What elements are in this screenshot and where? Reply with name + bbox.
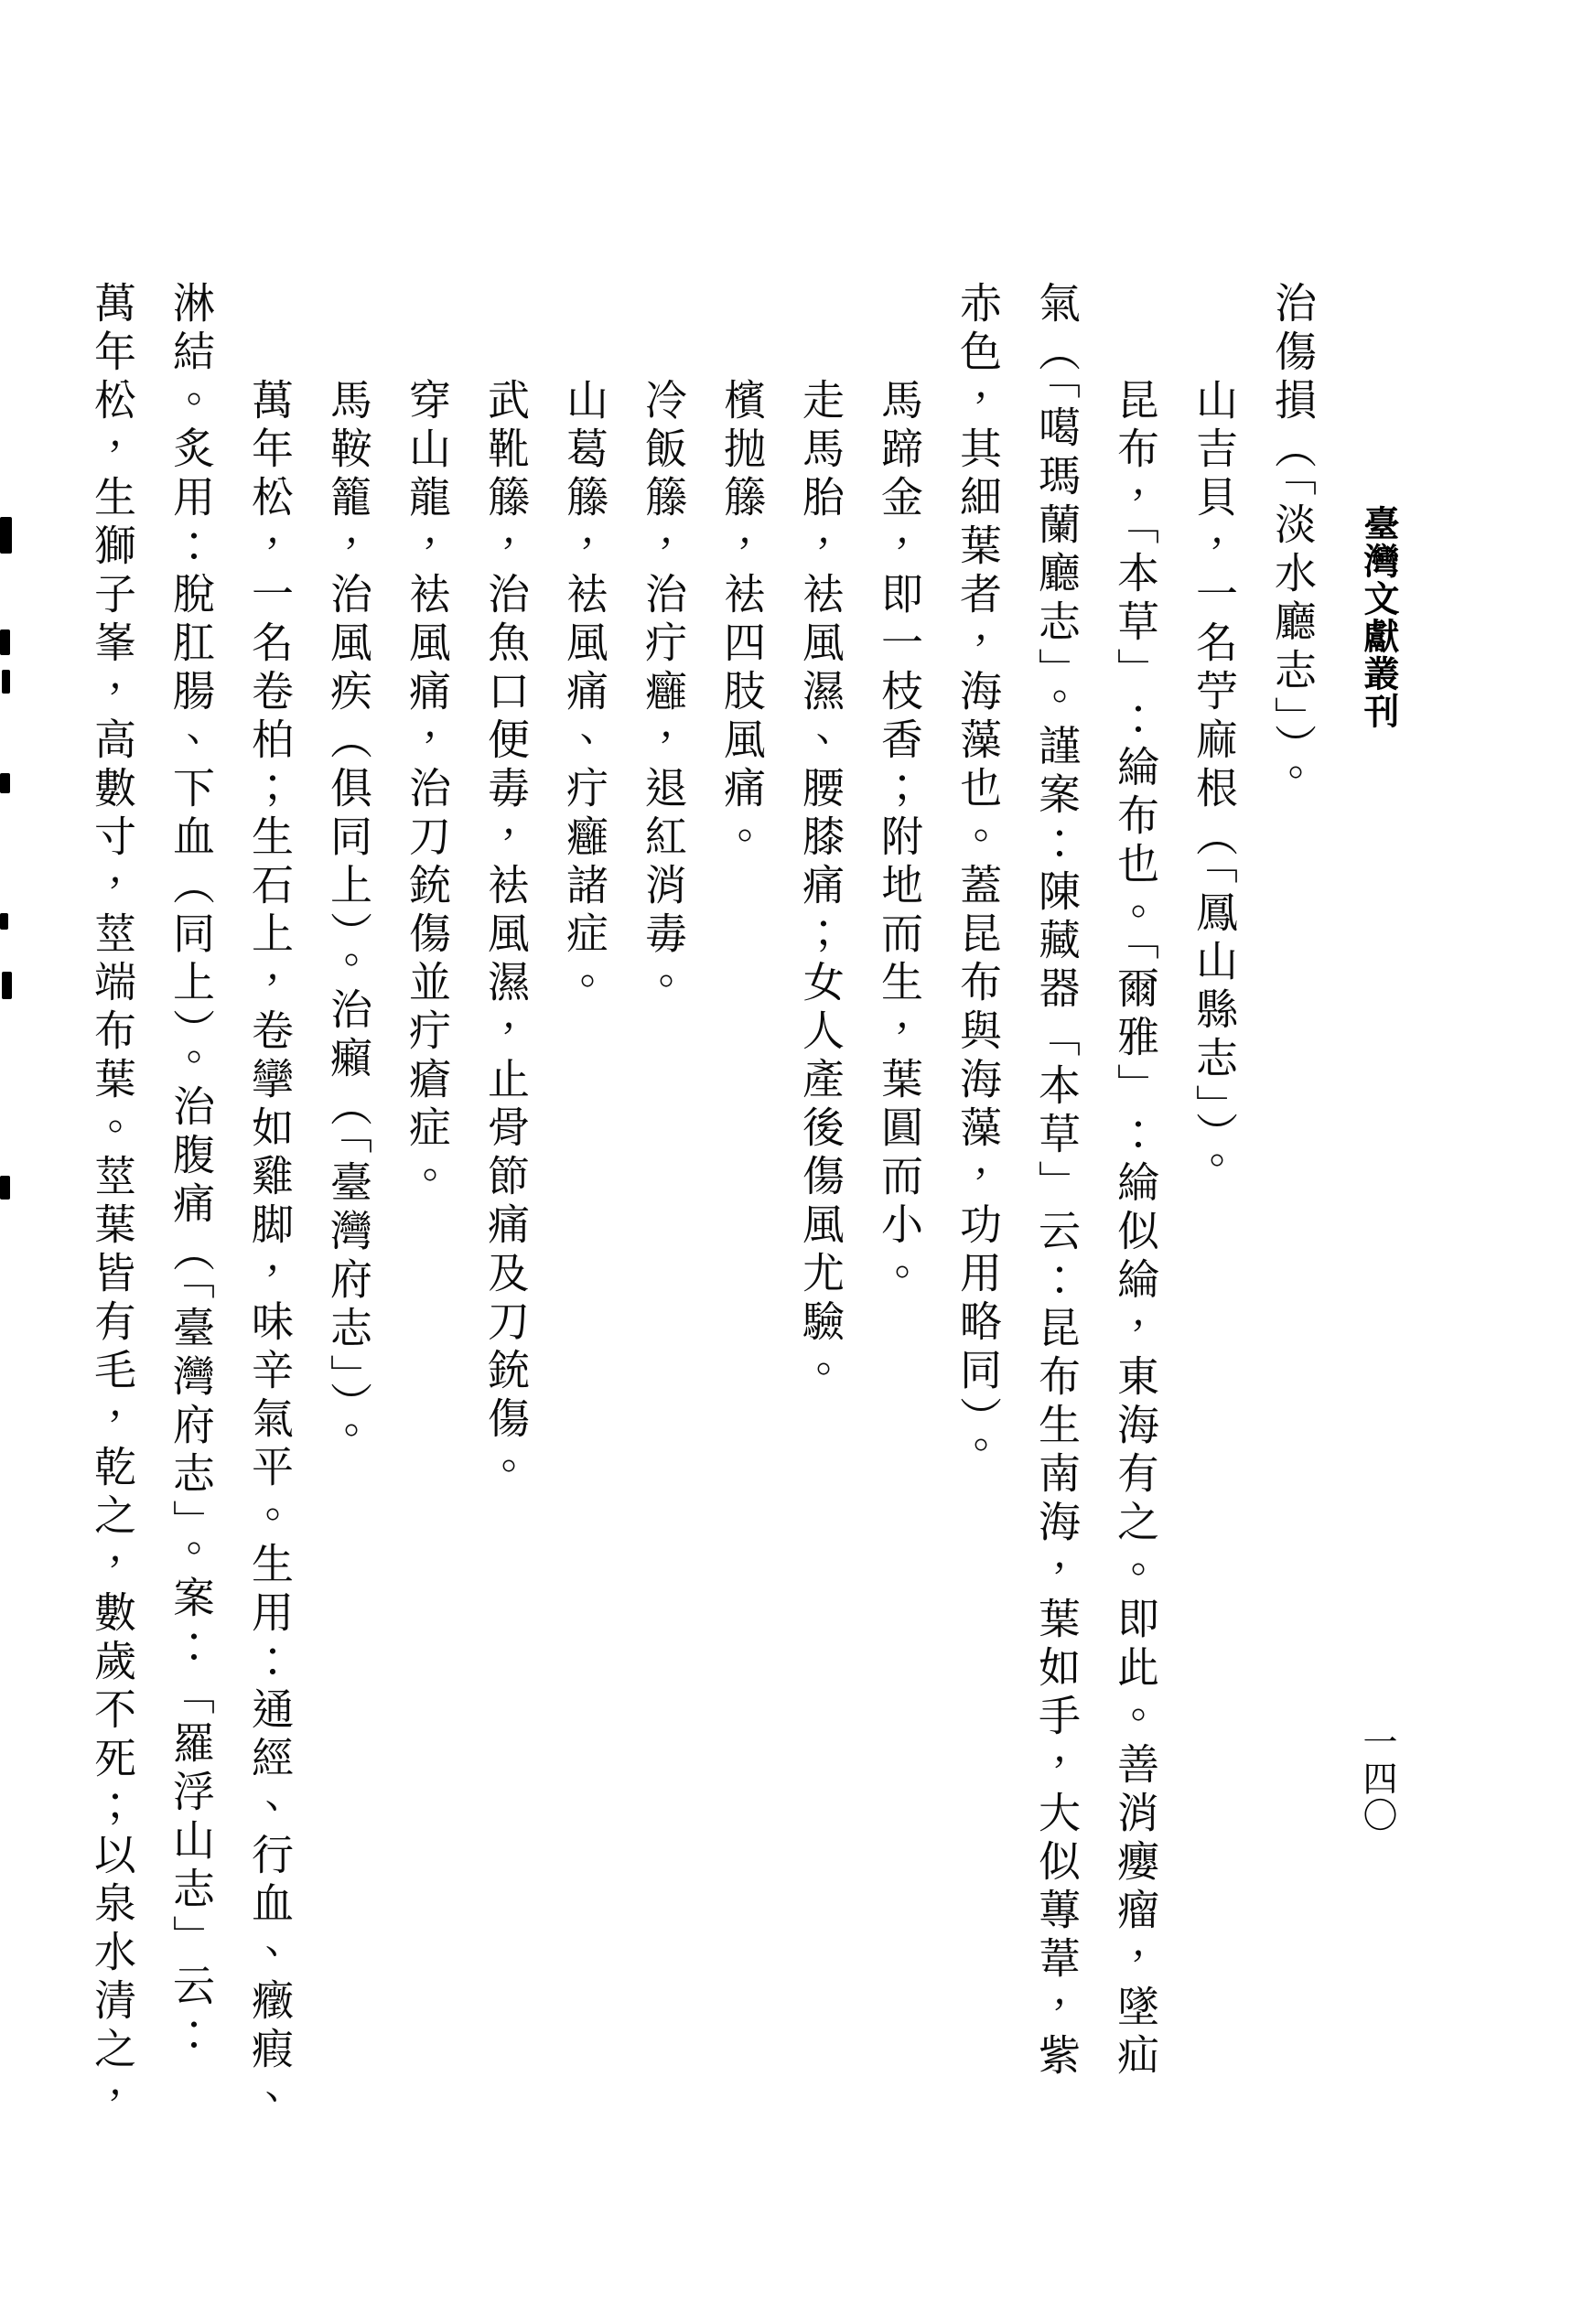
scan-artifact xyxy=(0,517,12,554)
text-column: 冷飯籐，治疔癰，退紅消毒。 xyxy=(640,378,686,1008)
scan-artifact xyxy=(0,913,8,930)
text-column: 走馬胎，袪風濕、腰膝痛；女人產後傷風尤驗。 xyxy=(797,378,844,1396)
text-column: 萬年松，一名卷柏；生石上，卷攣如雞脚，味辛氣平。生用：通經、行血、癥瘕、 xyxy=(246,378,293,2124)
text-column: 檳抛籐，袪四肢風痛。 xyxy=(718,378,765,863)
text-column: 氣（「噶瑪蘭廳志」。謹案：陳藏器「本草」云：昆布生南海，葉如手，大似蓴葦，紫 xyxy=(1033,281,1080,2082)
text-column: 馬鞍籠，治風疾（俱同上）。治癩（「臺灣府志」）。 xyxy=(325,378,372,1458)
page-number: 一四〇 xyxy=(1357,1724,1395,1834)
scan-artifact xyxy=(0,773,10,793)
scan-artifact xyxy=(2,670,10,694)
text-column: 山吉貝，一名苧麻根（「鳳山縣志」）。 xyxy=(1190,378,1237,1188)
text-column: 武靴籐，治魚口便毒，袪風濕，止骨節痛及刀銃傷。 xyxy=(482,378,529,1493)
text-column: 淋結。炙用：脫肛腸、下血（同上）。治腹痛（「臺灣府志」。案：「羅浮山志」云： xyxy=(167,281,214,2060)
series-title: 臺灣文獻叢刊 xyxy=(1359,505,1398,730)
text-column: 昆布，「本草」：綸布也。「爾雅」：綸似綸，東海有之。即此。善消癭瘤，墜疝 xyxy=(1112,378,1158,2082)
scan-artifact xyxy=(0,629,10,655)
text-column: 萬年松，生獅子峯，高數寸，莖端布葉。莖葉皆有毛，乾之，數歲不死；以泉水清之， xyxy=(89,281,135,2124)
text-column: 馬蹄金，即一枝香；附地而生，葉圓而小。 xyxy=(876,378,922,1299)
text-column: 穿山龍，袪風痛，治刀銃傷並疔瘡症。 xyxy=(404,378,450,1202)
text-block xyxy=(72,281,1331,2248)
scan-artifact xyxy=(0,1176,10,1200)
text-column: 赤色，其細葉者，海藻也。蓋昆布與海藻，功用略同）。 xyxy=(954,281,1001,1472)
scan-artifact xyxy=(2,972,12,999)
text-column: 山葛籐，袪風痛、疔癰諸症。 xyxy=(561,378,608,1008)
text-column: 治傷損（「淡水廳志」）。 xyxy=(1269,281,1316,800)
